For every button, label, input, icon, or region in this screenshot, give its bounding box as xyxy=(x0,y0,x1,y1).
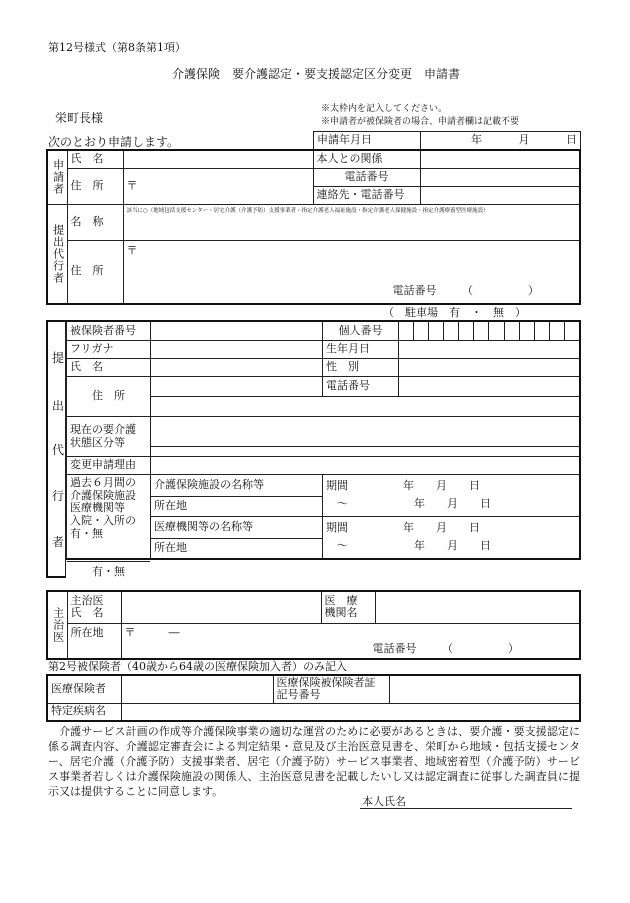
side-char-2: 出 xyxy=(52,399,65,413)
personal-no-label: 個人番号 xyxy=(323,321,399,341)
date-table xyxy=(313,131,581,150)
side-char-3: 代 xyxy=(52,443,65,457)
agent-phone-label: 電話番号 xyxy=(392,284,437,298)
side-char-5: 者 xyxy=(52,535,65,549)
furigana-field[interactable] xyxy=(151,341,323,359)
note-2: ※申請者が被保険者の場合、申請者欄は記載不要 xyxy=(321,117,520,127)
form-title: 介護保険 要介護認定・要支援認定区分変更 申請書 xyxy=(172,67,461,81)
section2-title: 第2号被保険者（40歳から64歳の医療保険加入者）のみ記入 xyxy=(48,660,347,673)
applicant-name-field[interactable] xyxy=(123,150,313,168)
applicant-phone-label: 電話番号 xyxy=(313,168,420,186)
personal-no-field[interactable] xyxy=(399,321,581,341)
disease-field[interactable] xyxy=(121,703,580,721)
agent-phone-paren: （ ） xyxy=(462,284,539,298)
insured-no-label: 被保険者番号 xyxy=(67,321,151,341)
doctor-name-field[interactable] xyxy=(121,591,321,623)
disease-label: 特定疾病名 xyxy=(47,703,121,721)
agent-name-note: 該当に○（地域包括支援センター・居宅介護（介護予防）支援事業者・指定介護老人福祉施設・指定介護老人保健施設・指定介護療養型医療施設） xyxy=(126,207,489,214)
address-label: 住 所 xyxy=(67,377,151,417)
side-char-4: 行 xyxy=(52,489,65,503)
agent-address-label: 住 所 xyxy=(67,240,123,304)
facility-location-label: 所在地 xyxy=(151,497,323,517)
insurer-label: 医療保険者 xyxy=(47,675,121,703)
phone-label: 電話番号 xyxy=(323,377,399,397)
date-unit-month: 月 xyxy=(518,133,530,147)
medical-from-year: 年 xyxy=(403,521,414,535)
birth-label: 生年月日 xyxy=(323,341,399,359)
facility-period-label: 期間 xyxy=(326,479,348,493)
applicant-name-label: 氏 名 xyxy=(67,150,123,168)
parking-option[interactable]: （ 駐車場 有 ・ 無 ） xyxy=(383,306,526,319)
agent-postal-mark: 〒 xyxy=(126,243,138,257)
insured-table xyxy=(66,320,581,578)
medical-name-label: 医療機関等の名称等 xyxy=(151,517,323,539)
date-unit-year: 年 xyxy=(471,133,482,147)
agent-name-field[interactable] xyxy=(123,204,580,240)
insurance-card-field[interactable] xyxy=(389,675,580,703)
care-level-field[interactable] xyxy=(151,417,581,457)
facility-from-month: 月 xyxy=(436,479,447,493)
past-stay-label xyxy=(67,475,151,578)
applicant-address-label: 住 所 xyxy=(67,168,123,204)
relation-field[interactable] xyxy=(420,150,580,168)
address-field-2[interactable] xyxy=(151,397,581,417)
doctor-postal: 〒 ― xyxy=(124,625,180,639)
medical-period-label: 期間 xyxy=(326,521,348,535)
facility-period-tilde: ～ xyxy=(337,497,348,510)
agent-name-label: 名 称 xyxy=(67,204,123,240)
applicant-phone-field[interactable] xyxy=(420,168,580,186)
insurer-field[interactable] xyxy=(121,675,273,703)
applicant-header: 申請者 xyxy=(47,150,67,204)
medical-to-month: 月 xyxy=(447,538,458,552)
applicant-address-field[interactable] xyxy=(123,168,313,204)
facility-to-month: 月 xyxy=(447,497,458,510)
medical-to-day: 日 xyxy=(480,538,491,552)
signature-line[interactable] xyxy=(360,808,572,809)
doctor-table xyxy=(46,590,581,660)
sex-field[interactable] xyxy=(399,359,581,377)
name-field[interactable] xyxy=(151,359,323,377)
medical-period-tilde: ～ xyxy=(337,538,348,552)
facility-name-label: 介護保険施設の名称等 xyxy=(151,475,323,497)
change-reason-label: 変更申請理由 xyxy=(67,457,151,475)
insured-side-header xyxy=(46,320,66,578)
past-stay-text: 過去６月間の 介護保険施設 医療機関等 入院・入所の 有・無 xyxy=(70,476,136,540)
side-char-1: 提 xyxy=(52,351,65,365)
applicant-agent-table xyxy=(46,149,581,305)
facility-period[interactable] xyxy=(323,475,581,517)
agent-address-field[interactable] xyxy=(123,240,580,304)
address-field[interactable] xyxy=(151,377,323,397)
contact-field[interactable] xyxy=(420,186,580,204)
facility-to-year: 年 xyxy=(414,497,425,510)
doctor-institution-label: 医 療 機関名 xyxy=(321,591,375,623)
medical-period[interactable] xyxy=(323,517,581,559)
furigana-label: フリガナ xyxy=(67,341,151,359)
insured-no-field[interactable] xyxy=(151,321,323,341)
medical-from-month: 月 xyxy=(436,521,447,535)
facility-to-day: 日 xyxy=(480,497,491,510)
yes-no-option[interactable]: 有・無 xyxy=(67,561,150,582)
doctor-header: 主治医 xyxy=(47,591,67,659)
applicant-postal-mark: 〒 xyxy=(126,178,138,192)
care-level-label: 現在の要介護 状態区分等 xyxy=(67,417,151,457)
date-field[interactable] xyxy=(421,132,581,150)
date-unit-day: 日 xyxy=(566,133,577,147)
insurance-card-label: 医療保険被保険者証 記号番号 xyxy=(273,675,389,703)
agent-header: 提出代行者 xyxy=(47,204,67,304)
doctor-phone-label: 電話番号 xyxy=(372,642,417,656)
name-label: 氏 名 xyxy=(67,359,151,377)
birth-field[interactable] xyxy=(399,341,581,359)
medical-from-day: 日 xyxy=(469,521,480,535)
doctor-phone-paren: （ ） xyxy=(442,642,519,656)
doctor-address-label: 所在地 xyxy=(67,623,121,659)
medical-to-year: 年 xyxy=(414,538,425,552)
relation-label: 本人との関係 xyxy=(313,150,420,168)
form-number: 第12号様式（第8条第1項） xyxy=(48,41,186,54)
intro-text: 次のとおり申請します。 xyxy=(48,135,180,149)
doctor-institution-field[interactable] xyxy=(375,591,580,623)
note-1: ※太枠内を記入してください。 xyxy=(321,104,448,114)
contact-label: 連絡先・電話番号 xyxy=(313,186,420,204)
consent-text: 介護サービス計画の作成等介護保険事業の適切な運営のために必要があるときは、要介護・要支援認定に係る調査内容、介護認定審査会による判定結果・意見及び主治医意見書を、栄町から地域・包括支援センター、居宅介護（介護予防）支援事業者、居宅（介護予防）サービス事業者、地域密着型（介護予防）サービス事業者若しくは介護保険施設の関係人、主治医意見書を記載したいし又は認定調査に従事した調査員に提示又は提供することに同意します。 xyxy=(48,725,580,798)
change-reason-field[interactable] xyxy=(151,457,581,475)
doctor-name-label: 主治医 氏 名 xyxy=(67,591,121,623)
sex-label: 性 別 xyxy=(323,359,399,377)
section2-table xyxy=(46,674,581,722)
facility-from-year: 年 xyxy=(403,479,414,493)
signature-label: 本人氏名 xyxy=(362,795,406,808)
facility-from-day: 日 xyxy=(469,479,480,493)
addressee: 栄町長様 xyxy=(55,111,104,125)
date-label: 申請年月日 xyxy=(314,132,421,150)
doctor-address-field[interactable] xyxy=(121,623,580,659)
phone-field[interactable] xyxy=(399,377,581,397)
medical-location-label: 所在地 xyxy=(151,539,323,559)
